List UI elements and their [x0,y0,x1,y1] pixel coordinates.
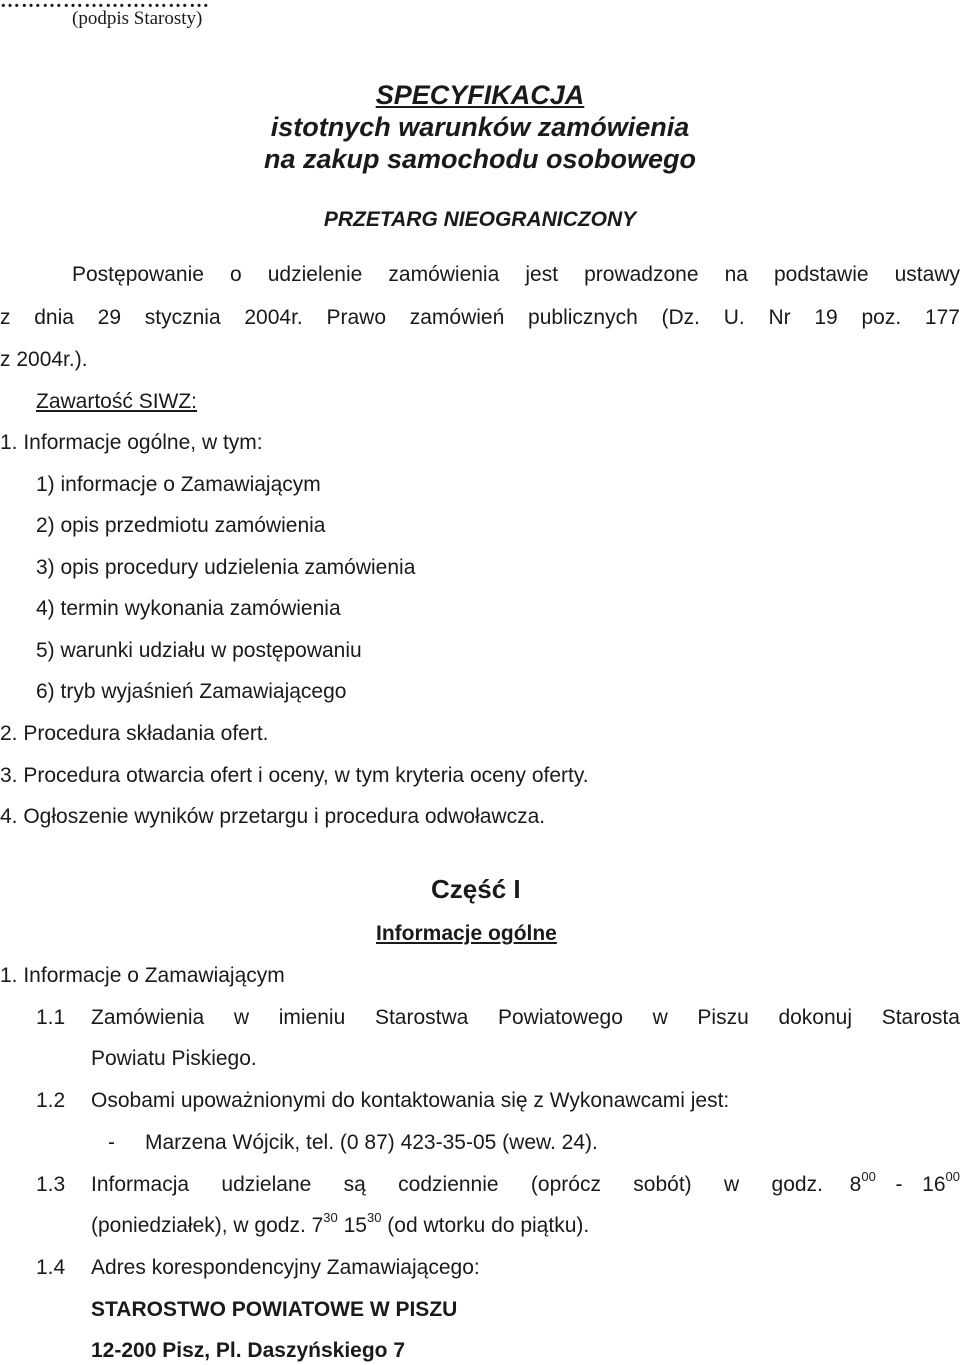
contact-person: Marzena Wójcik, tel. (0 87) 423-35-05 (wew. 24). [145,1131,598,1154]
org-address: 12-200 Pisz, Pl. Daszyńskiego 7 [91,1339,405,1362]
paragraph-number: 1.2 [36,1089,66,1112]
word: Nr [768,306,791,329]
tender-type: PRZETARG NIEOGRANICZONY [323,208,637,231]
word: w [724,1173,740,1196]
word: w [233,1006,250,1029]
word: Informacja [91,1173,190,1196]
org-name: STAROSTWO POWIATOWE W PISZU [91,1298,458,1321]
word: na [724,263,748,286]
paragraph-1-2: Osobami upoważnionymi do kontaktowania się z Wykonawcami jest: [91,1089,730,1112]
word: dokonuj [778,1006,853,1029]
word: udzielane [221,1173,312,1196]
word: Powiatowego [497,1006,623,1029]
paragraph-number: 1.4 [36,1256,66,1279]
word: codziennie [398,1173,499,1196]
intro-line-3: z 2004r.). [0,348,88,371]
word: U. [723,306,745,329]
word: jest [525,263,559,286]
toc-subitem: 3) opis procedury udzielenia zamówienia [36,556,416,579]
p13-words [91,1173,823,1197]
word: ustawy [894,263,960,286]
word: Prawo [326,306,387,329]
word: zamówienia [388,263,500,286]
part-subtitle: Informacje ogólne [376,922,557,945]
word: 177 [924,306,960,329]
list-dash: - [108,1131,115,1154]
word: (oprócz [530,1173,601,1196]
toc-subitem: 5) warunki udziału w postępowaniu [36,639,362,662]
toc-subitem: 1) informacje o Zamawiającym [36,473,321,496]
word: poz. [861,306,902,329]
section-1-heading: 1. Informacje o Zamawiającym [0,964,285,987]
doc-title: SPECYFIKACJA [375,80,585,110]
word: Piszu [697,1006,749,1029]
word: Zamówienia [91,1006,205,1029]
doc-title-line2: istotnych warunków zamówienia [270,112,690,142]
word: w [652,1006,668,1029]
word: podstawie [774,263,869,286]
word: o [230,263,242,286]
paragraph-1-1-line-2: Powiatu Piskiego. [91,1047,257,1070]
word: (Dz. [661,306,700,329]
paragraph-number: 1.3 [36,1173,66,1196]
hours-from: $8^{00}$ [849,1169,876,1196]
word: publicznych [528,306,638,329]
toc-item-4: 4. Ogłoszenie wyników przetargu i procedura odwoławcza. [0,805,546,828]
paragraph-1-4: Adres korespondencyjny Zamawiającego: [91,1256,480,1279]
paragraph-1-1-line-1 [91,1006,960,1030]
word: stycznia [144,306,221,329]
toc-item-1: 1. Informacje ogólne, w tym: [0,431,263,454]
paragraph-1-3-line-1 [91,1169,960,1197]
word: sobót) [633,1173,692,1196]
intro-line-2 [0,306,960,330]
word: Starosta [881,1006,960,1029]
paragraph-1-3-line-2: (poniedziałek), w godz. $7^{30}$ $15^{30}$ (od wtorku do piątku). [91,1210,590,1237]
toc-subitem: 4) termin wykonania zamówienia [36,597,341,620]
word: dnia [34,306,74,329]
word: udzielenie [267,263,363,286]
word: 29 [97,306,122,329]
toc-subitem: 6) tryb wyjaśnień Zamawiającego [36,680,347,703]
hours-dash: - [895,1173,903,1196]
toc-subitem: 2) opis przedmiotu zamówienia [36,514,326,537]
word: prowadzone [584,263,699,286]
word: są [343,1173,366,1196]
word: 2004r. [244,306,303,329]
signature-label: (podpis Starosty) [72,8,203,29]
signature-dots: ………………………… [0,0,210,12]
hours-to: $16^{00}$ [922,1169,960,1196]
toc-item-3: 3. Procedura otwarcia ofert i oceny, w tym kryteria oceny oferty. [0,764,589,787]
word: Postępowanie [72,263,204,286]
word: z [0,306,11,329]
part-title: Część I [431,874,521,904]
word: zamówień [409,306,505,329]
word: godz. [771,1173,823,1196]
word: 19 [814,306,838,329]
word: imieniu [278,1006,346,1029]
paragraph-number: 1.1 [36,1006,66,1029]
doc-title-line3: na zakup samochodu osobowego [263,144,697,174]
intro-line-1 [72,263,960,287]
toc-item-2: 2. Procedura składania ofert. [0,722,269,745]
word: Starostwa [374,1006,469,1029]
toc-heading: Zawartość SIWZ: [36,390,198,413]
